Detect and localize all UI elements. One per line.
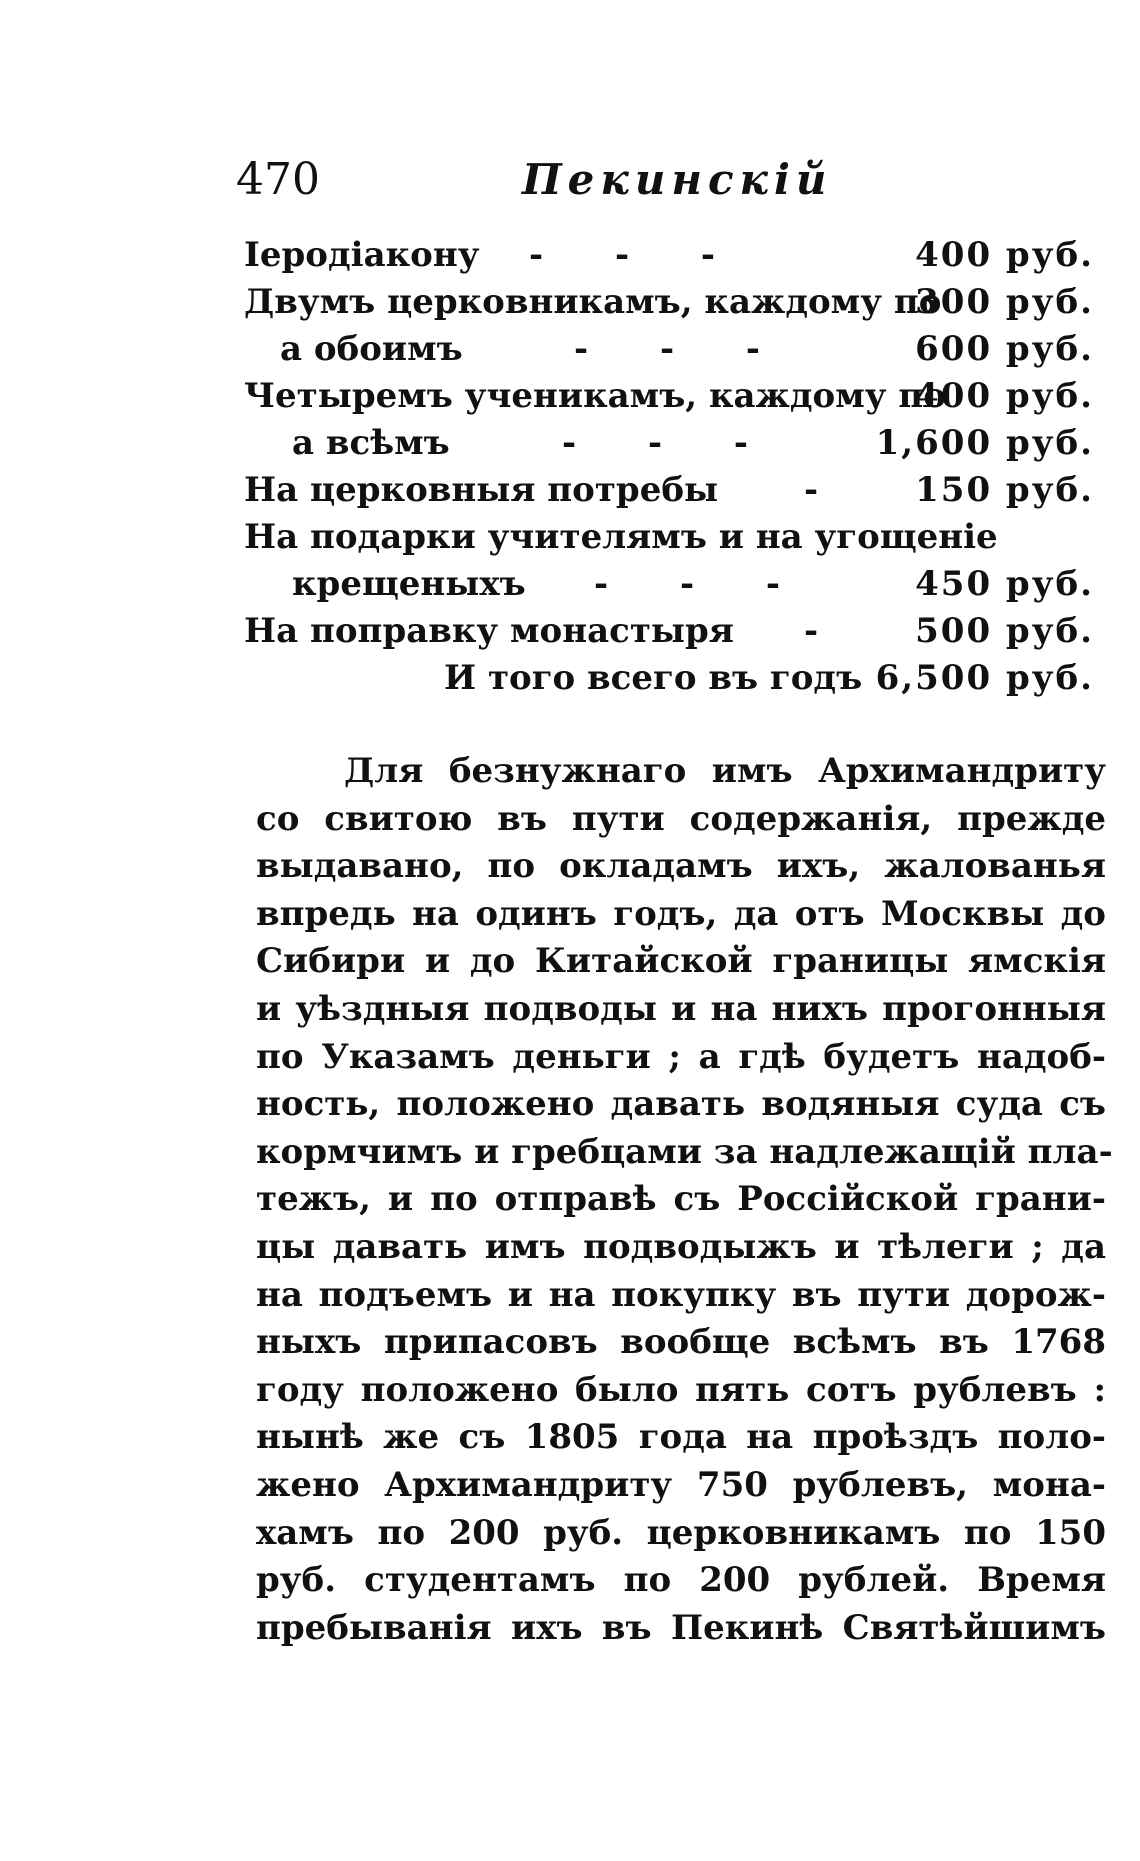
paragraph-line: ность, положено давать водяныя суда съ	[256, 1084, 1106, 1125]
ledger-total-row	[244, 655, 1094, 702]
paragraph-line: хамъ по 200 руб. церковникамъ по 150	[256, 1512, 1106, 1553]
ledger-row	[244, 420, 1094, 467]
paragraph-line: руб. студентамъ по 200 рублей. Время	[256, 1560, 1106, 1601]
paragraph-line: кормчимъ и гребцами за надлежащій пла-	[256, 1131, 1113, 1172]
ledger-amount: 450 руб.	[915, 564, 1094, 604]
ledger-amount: 150 руб.	[915, 470, 1094, 510]
ledger-label: Двумъ церковникамъ, каждому по	[244, 282, 942, 322]
paragraph-line: Для безнужнаго имъ Архимандриту	[344, 751, 1106, 791]
running-title: Пекинскій	[522, 155, 833, 204]
paragraph-line: нынѣ же съ 1805 года на проѣздъ поло-	[256, 1417, 1106, 1458]
ledger-label: На поправку монастыря	[244, 611, 734, 651]
ledger-row	[244, 467, 1094, 514]
ledger-row	[244, 232, 1094, 279]
paragraph-line: цы давать имъ подводыжъ и тѣлеги ; да	[256, 1226, 1106, 1267]
ledger-amount: 400 руб.	[915, 235, 1094, 275]
ledger-total-amount: 6,500 руб.	[875, 658, 1094, 698]
paragraph-line: тежъ, и по отправѣ съ Россійской грани-	[256, 1179, 1106, 1220]
paragraph-line: ныхъ припасовъ вообще всѣмъ въ 1768	[256, 1322, 1106, 1363]
ledger-leader-dots: - - -	[529, 235, 746, 275]
ledger-amount: 1,600 руб.	[875, 423, 1094, 463]
expense-ledger	[244, 232, 1094, 702]
paragraph-line: со свитою въ пути содержанія, прежде	[256, 798, 1106, 839]
paragraph-line: Сибири и до Китайской границы ямскія	[256, 941, 1106, 982]
ledger-leader-dots: -	[804, 470, 849, 510]
page-number: 470	[236, 154, 320, 205]
ledger-row	[244, 373, 1094, 420]
paragraph-line: по Указамъ деньги ; а гдѣ будетъ надоб-	[256, 1036, 1106, 1077]
ledger-row	[244, 514, 1094, 561]
ledger-leader-dots: - - -	[574, 329, 791, 369]
ledger-amount: 300 руб.	[915, 282, 1094, 322]
ledger-total-label: И того всего въ годъ	[444, 658, 863, 698]
paragraph-line: выдавано, по окладамъ ихъ, жалованья	[256, 846, 1106, 887]
ledger-leader-dots: - - -	[562, 423, 779, 463]
ledger-amount: 400 руб.	[915, 376, 1094, 416]
ledger-label: Четыремъ ученикамъ, каждому по	[244, 376, 946, 416]
paragraph-line: впредь на одинъ годъ, да отъ Москвы до	[256, 893, 1106, 934]
paragraph-line: и уѣздныя подводы и на нихъ прогонныя	[256, 988, 1106, 1029]
paragraph-line: жено Архимандриту 750 рублевъ, мона-	[256, 1464, 1106, 1505]
ledger-label: а всѣмъ	[292, 423, 450, 463]
ledger-row	[244, 326, 1094, 373]
ledger-amount: 600 руб.	[915, 329, 1094, 369]
ledger-label: Іеродіакону	[244, 235, 480, 275]
paragraph-line: пребыванія ихъ въ Пекинѣ Святѣйшимъ	[256, 1607, 1106, 1648]
ledger-label: а обоимъ	[280, 329, 463, 369]
ledger-label: На подарки учителямъ и на угощеніе	[244, 517, 998, 557]
page-header	[236, 150, 1096, 210]
ledger-row	[244, 279, 1094, 326]
paragraph-line: году положено было пять сотъ рублевъ :	[256, 1369, 1106, 1410]
ledger-amount: 500 руб.	[915, 611, 1094, 651]
ledger-leader-dots: - - -	[594, 564, 811, 604]
ledger-leader-dots: -	[804, 611, 849, 651]
ledger-row	[244, 561, 1094, 608]
paragraph-line: на подъемъ и на покупку въ пути дорож-	[256, 1274, 1106, 1315]
body-paragraph	[256, 748, 1113, 1652]
ledger-row	[244, 608, 1094, 655]
ledger-label: крещеныхъ	[292, 564, 526, 604]
ledger-label: На церковныя потребы	[244, 470, 719, 510]
